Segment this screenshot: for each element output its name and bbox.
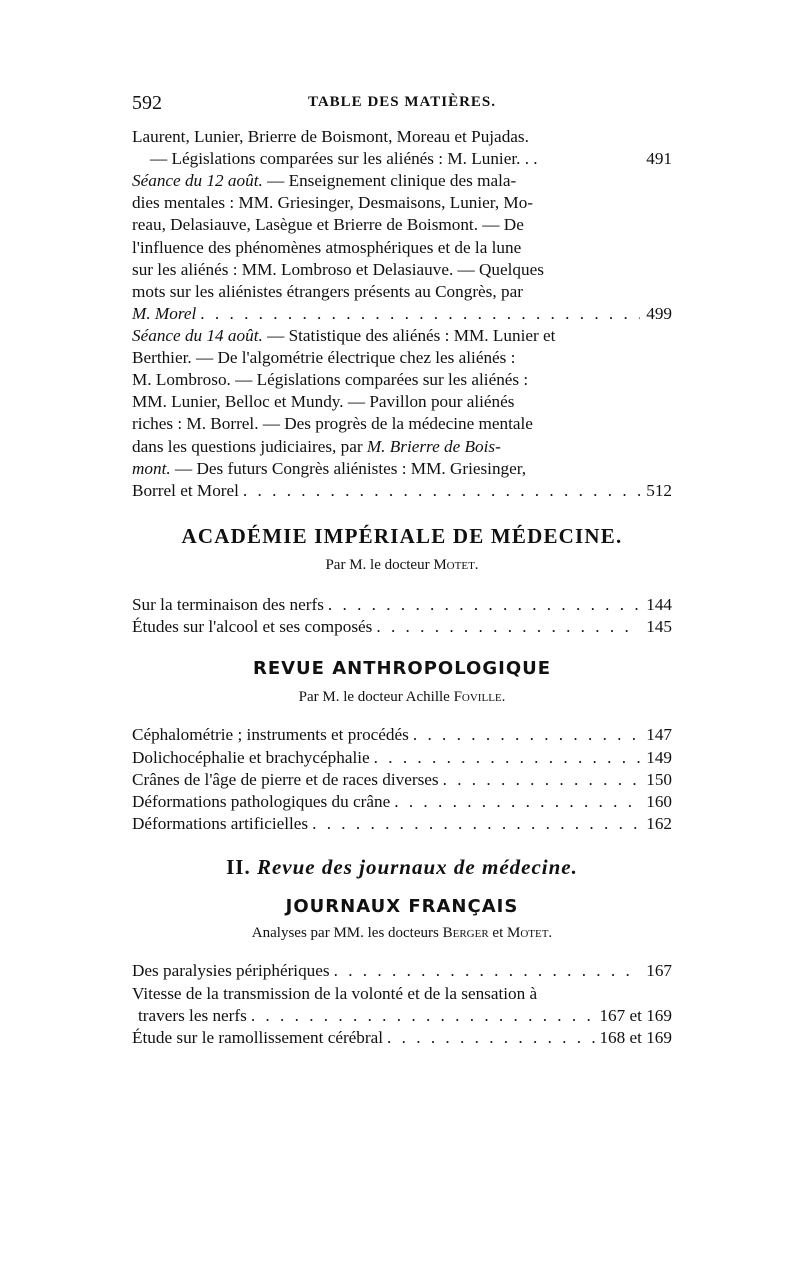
page: [132, 92, 672, 1049]
toc-entry-continuation: travers les nerfs . . . 167 et 169: [132, 1005, 672, 1027]
page-header: [132, 92, 672, 122]
congress-entries: [132, 126, 672, 502]
entry-line: Séance du 12 août. — Enseignement clinique des mala-: [132, 171, 517, 191]
entry-line: l'influence des phénomènes atmosphériques et de la lune: [132, 237, 522, 257]
page-ref: 167 et 169: [599, 1005, 672, 1025]
toc-entry: Déformations artificielles . . . 162: [132, 813, 672, 835]
entry-line: mont. — Des futurs Congrès aliénistes : MM. Griesinger,: [132, 458, 527, 478]
page-ref: 144: [646, 594, 672, 614]
toc-entry: Déformations pathologiques du crâne . . . 160: [132, 791, 672, 813]
page-ref: 145: [646, 617, 672, 637]
academie-entries: [132, 594, 672, 638]
page-ref: 147: [646, 725, 672, 745]
toc-entry: Crânes de l'âge de pierre et de races diverses . . . 150: [132, 769, 672, 791]
part-two-heading: II. Revue des journaux de médecine.: [226, 855, 578, 880]
entry-line: M. Morel . . . 499: [132, 303, 672, 325]
entry-line: mots sur les aliénistes étrangers présents au Congrès, par: [132, 281, 523, 301]
section-title-journaux-francais: JOURNAUX FRANÇAIS: [285, 896, 519, 918]
entry-line: dans les questions judiciaires, par M. Brierre de Bois-: [132, 436, 501, 456]
entry-line: — Législations comparées sur les aliénés : M. Lunier. . . 491: [132, 148, 672, 170]
toc-entry: Vitesse de la transmission de la volonté et de la sensation à: [132, 983, 538, 1003]
page-ref: 491: [646, 149, 672, 169]
page-ref: 512: [646, 480, 672, 500]
entry-line: riches : M. Borrel. — Des progrès de la médecine mentale: [132, 414, 533, 434]
section-byline: Par M. le docteur Achille Foville.: [298, 689, 506, 706]
entry-line: dies mentales : MM. Griesinger, Desmaisons, Lunier, Mo-: [132, 193, 534, 213]
section-title-revue-anthropologique: REVUE ANTHROPOLOGIQUE: [252, 658, 552, 680]
journaux-entries: [132, 960, 672, 1049]
entry-line: Borrel et Morel . . . 512: [132, 480, 672, 502]
page-ref: 150: [646, 769, 672, 789]
page-ref: 149: [646, 747, 672, 767]
page-ref: 162: [646, 814, 672, 834]
toc-entry: Sur la terminaison des nerfs . . . 144: [132, 594, 672, 616]
toc-entry: Céphalométrie ; instruments et procédés . . . 147: [132, 724, 672, 746]
section-title-academie: ACADÉMIE IMPÉRIALE DE MÉDECINE.: [181, 523, 623, 548]
page-ref: 499: [646, 303, 672, 323]
page-ref: 167: [646, 961, 672, 981]
toc-entry: Dolichocéphalie et brachycéphalie . . . 149: [132, 747, 672, 769]
revue-anthro-entries: [132, 724, 672, 835]
entry-line: sur les aliénés : MM. Lombroso et Delasiauve. — Quelques: [132, 259, 544, 279]
page-ref: 168 et 169: [599, 1027, 672, 1047]
section-byline: Par M. le docteur Motet.: [325, 556, 479, 573]
entry-line: reau, Delasiauve, Lasègue et Brierre de Boismont. — De: [132, 215, 524, 235]
toc-entry: Études sur l'alcool et ses composés . . . 145: [132, 616, 672, 638]
page-ref: 160: [646, 791, 672, 811]
running-title: TABLE DES MATIÈRES.: [307, 94, 497, 110]
entry-line: Laurent, Lunier, Brierre de Boismont, Moreau et Pujadas.: [132, 127, 529, 146]
toc-entry: Étude sur le ramollissement cérébral . . . 168 et 169: [132, 1027, 672, 1049]
entry-line: Berthier. — De l'algométrie électrique chez les aliénés :: [132, 348, 516, 368]
entry-line: MM. Lunier, Belloc et Mundy. — Pavillon pour aliénés: [132, 392, 515, 412]
entry-line: M. Lombroso. — Législations comparées sur les aliénés :: [132, 370, 529, 390]
page-number: 592: [132, 92, 162, 114]
entry-line: Séance du 14 août. — Statistique des aliénés : MM. Lunier et: [132, 326, 556, 346]
toc-entry: Des paralysies périphériques . . . 167: [132, 960, 672, 982]
section-byline: Analyses par MM. les docteurs Berger et Motet.: [251, 925, 553, 942]
